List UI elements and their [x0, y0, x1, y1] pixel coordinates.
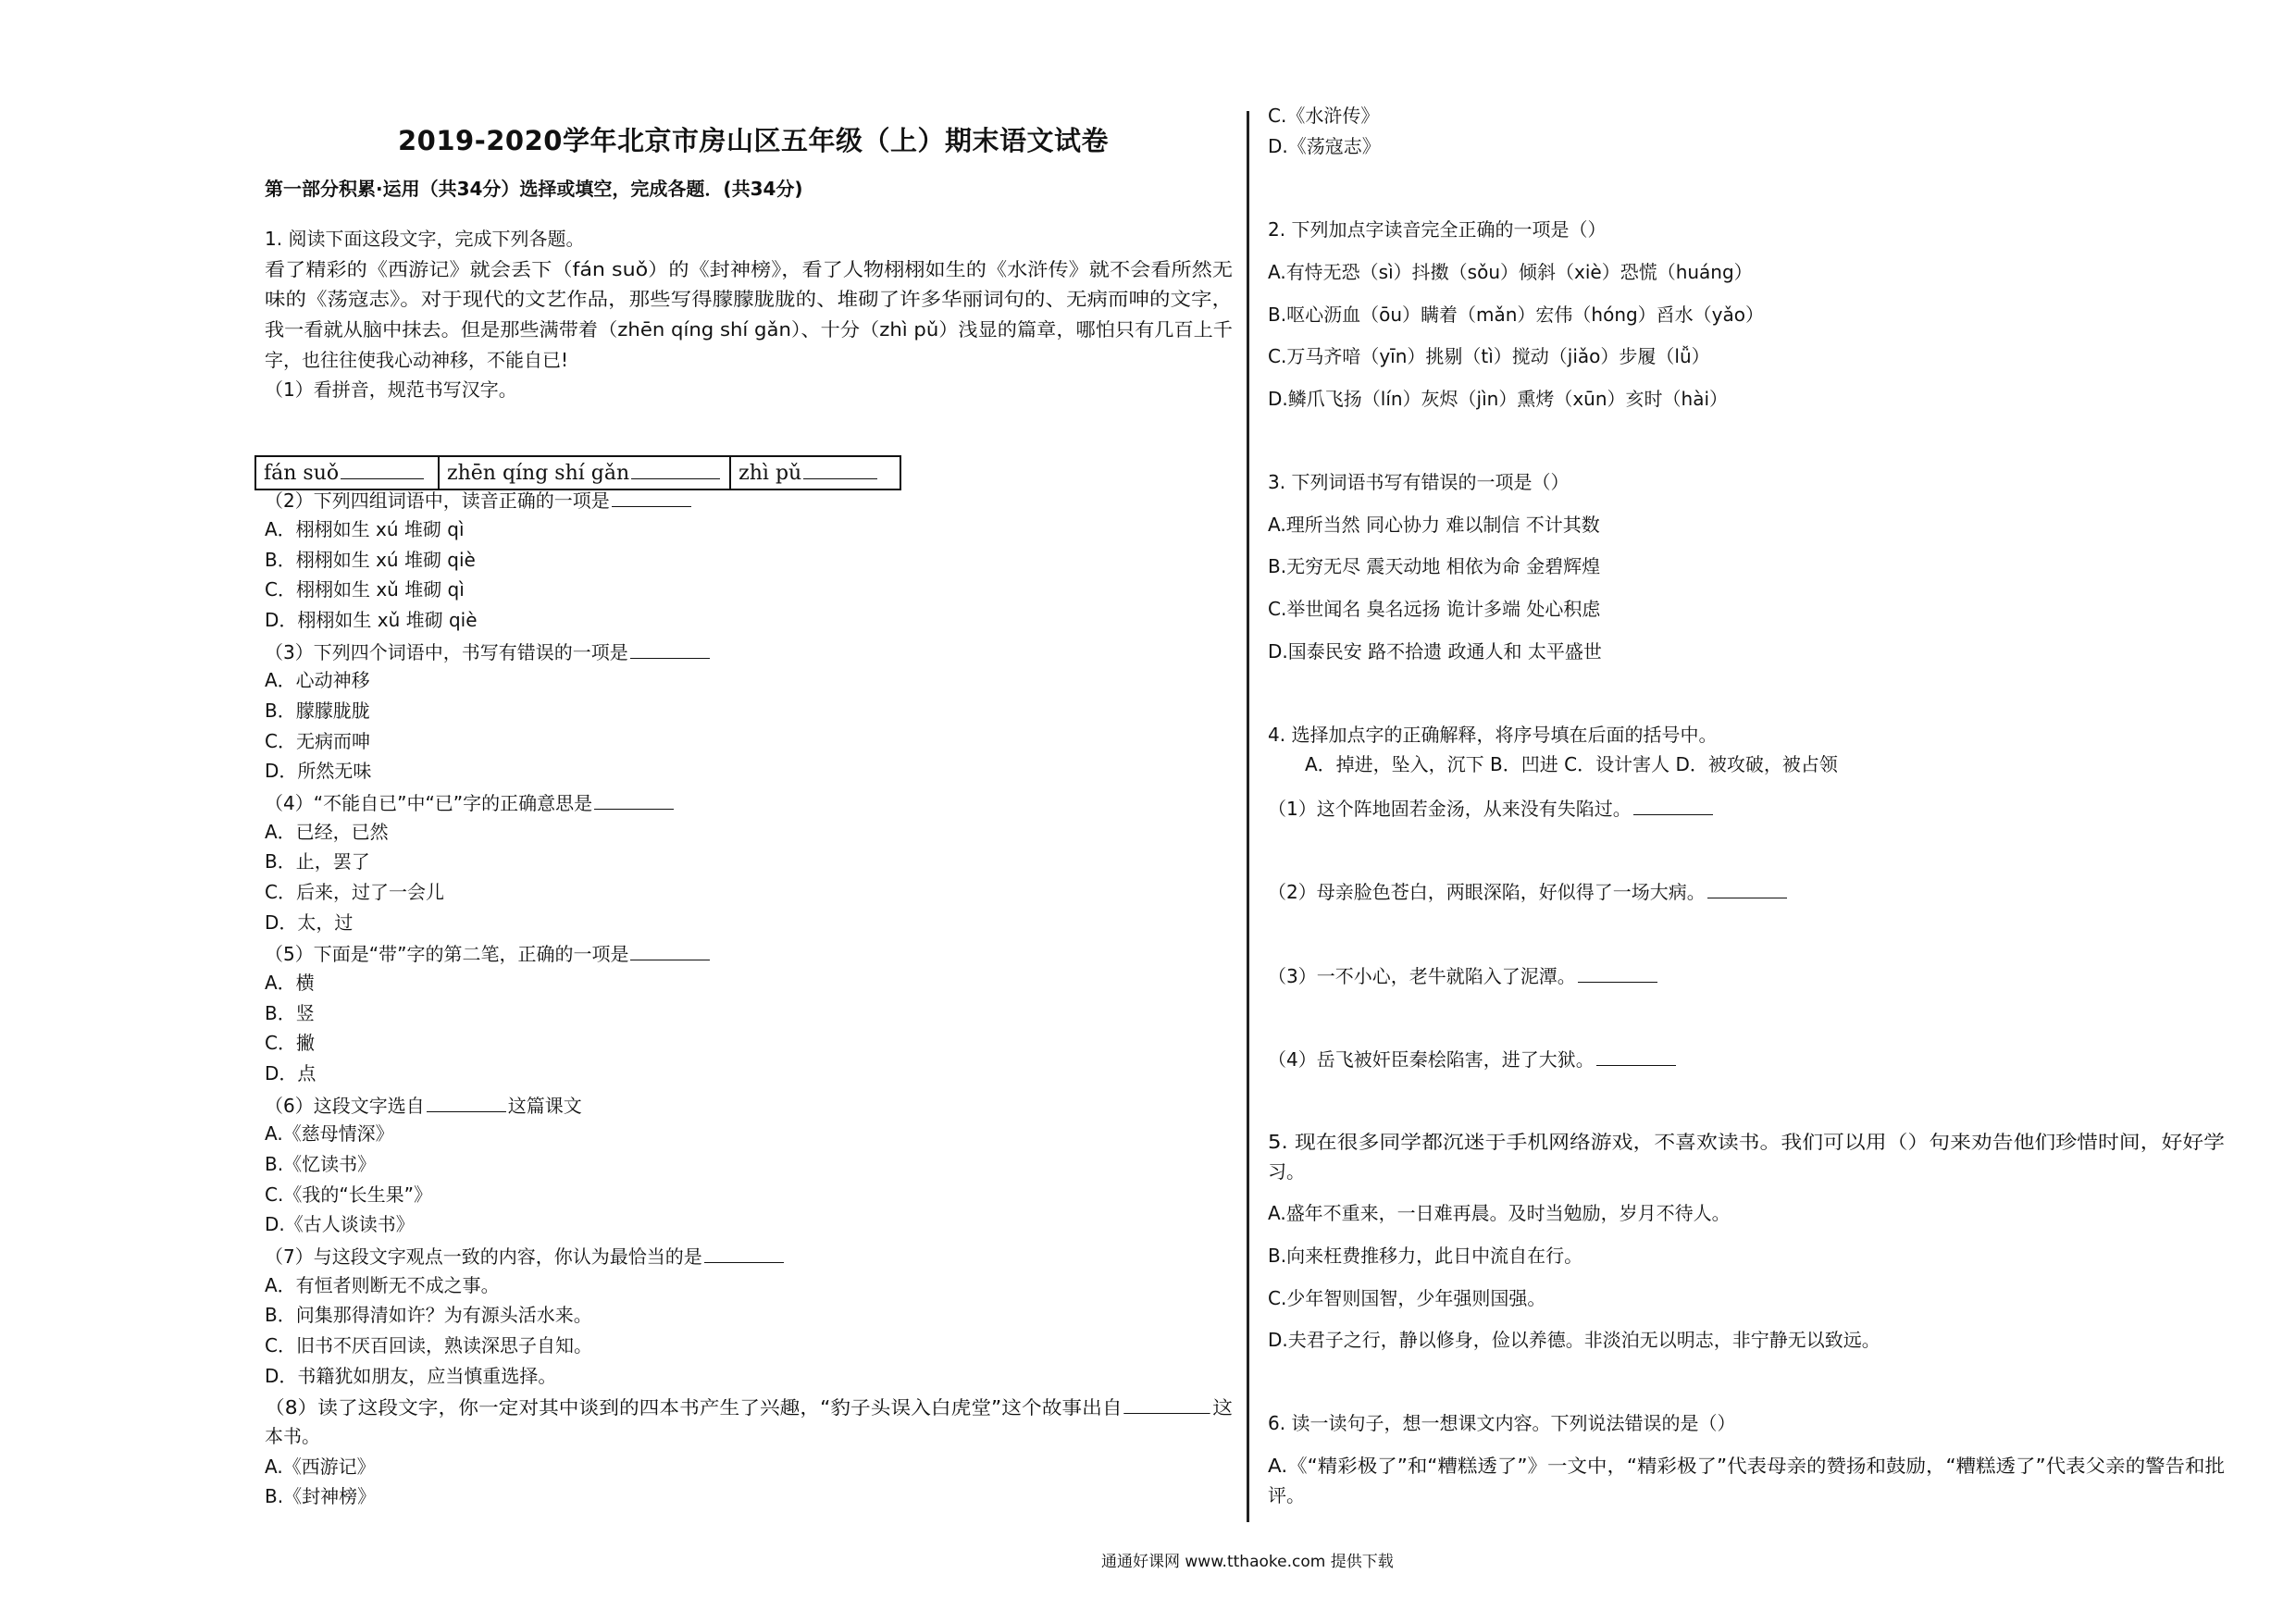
text-line: [1268, 1162, 1305, 1181]
text-line: [1268, 1486, 1305, 1505]
line-text: A.盛年不重来，一日难再晨。及时当勉励，岁月不待人。: [1268, 1202, 1731, 1224]
text-line: [1268, 1204, 1731, 1222]
text-line: [265, 611, 478, 629]
line-text: 评。: [1268, 1484, 1305, 1506]
text-line: [265, 551, 476, 569]
text-line: [265, 701, 370, 720]
line-text: D．栩栩如生 xǔ 堆砌 qiè: [265, 609, 478, 631]
line-text: （6）这段文字选自: [265, 1095, 425, 1117]
text-line: [265, 943, 712, 963]
line-text: B.《封神榜》: [265, 1485, 377, 1507]
text-line: [265, 1004, 315, 1022]
line-text: D.《古人谈读书》: [265, 1213, 415, 1235]
text-line: [265, 520, 465, 539]
text-line: [265, 852, 370, 871]
line-text: D.夫君子之行，静以修身，俭以养德。非淡泊无以明志，非宁静无以致远。: [1268, 1329, 1880, 1351]
text-line: [1268, 390, 1728, 408]
line-text: （4）“不能自已”中“已”字的正确意思是: [265, 792, 593, 814]
answer-blank[interactable]: [1578, 965, 1657, 983]
text-line: [265, 1306, 592, 1324]
line-text-after: 这篇课文: [507, 1095, 582, 1117]
line-text: （3）一不小心，老牛就陷入了泥潭。: [1268, 965, 1576, 987]
text-line: [265, 1095, 582, 1115]
line-text: C.《我的“长生果”》: [265, 1183, 433, 1206]
text-line: [265, 351, 568, 369]
text-line: [265, 1064, 316, 1083]
text-line: [1268, 263, 1753, 281]
line-text: B．竖: [265, 1002, 315, 1024]
answer-blank: [341, 462, 424, 479]
line-text: B.《忆读书》: [265, 1153, 377, 1175]
section-heading: 第一部分积累·运用（共34分）选择或填空，完成各题．(共34分): [265, 178, 803, 200]
line-text: D.《荡寇志》: [1268, 135, 1381, 157]
line-text: C.少年智则国智，少年强则国强。: [1268, 1287, 1546, 1309]
line-text: A．横: [265, 972, 315, 994]
text-line: [265, 883, 444, 901]
answer-blank[interactable]: [427, 1095, 506, 1112]
line-text: 看了精彩的《西游记》就会丢下（fán suǒ）的《封神榜》，看了人物栩栩如生的《水浒传》就不会看所然无: [265, 258, 1233, 280]
text-line: [265, 641, 712, 662]
line-text: （8）读了这段文字，你一定对其中谈到的四本书产生了兴趣，“豹子头误入白虎堂”这个故事出自: [265, 1396, 1123, 1419]
text-line: [1268, 473, 1569, 491]
answer-blank: [803, 462, 877, 479]
line-text: C.举世闻名 臭名远扬 诡计多端 处心积虑: [1268, 598, 1601, 620]
line-text: B.向来枉费推移力，此日中流自在行。: [1268, 1245, 1583, 1267]
answer-blank[interactable]: [1633, 798, 1713, 815]
line-text: A.《西游记》: [265, 1456, 376, 1478]
line-text: B.呕心沥血（ōu）瞒着（mǎn）宏伟（hóng）舀水（yǎo）: [1268, 304, 1765, 326]
text-line: [265, 1427, 320, 1445]
text-line: [1268, 1414, 1735, 1432]
line-text: C．无病而呻: [265, 730, 370, 752]
line-text: （1）这个阵地固若金汤，从来没有失陷过。: [1268, 798, 1632, 820]
line-text: D．所然无味: [265, 760, 372, 782]
line-text: C．栩栩如生 xǔ 堆砌 qì: [265, 578, 465, 601]
line-text: 5. 现在很多同学都沉迷于手机网络游戏，不喜欢读书。我们可以用（）句来劝告他们珍惜时间，好好学: [1268, 1131, 2225, 1153]
text-line: [265, 288, 1233, 310]
line-text: （4）岳飞被奸臣秦桧陷害，进了大狱。: [1268, 1048, 1595, 1071]
text-line: [1268, 305, 1764, 324]
line-text: D.鳞爪飞扬（lín）灰烬（jìn）熏烤（xūn）亥时（hài）: [1268, 388, 1729, 410]
line-text: 我一看就从脑中抹去。但是那些满带着（zhēn qíng shí gǎn）、十分（zhì pǔ）浅显的篇章，哪怕只有几百上千: [265, 318, 1233, 341]
text-line: [265, 1245, 786, 1266]
line-text: 味的《荡寇志》。对于现代的文艺作品，那些写得朦朦胧胧的、堆砌了许多华丽词句的、无病而呻的文字，: [265, 288, 1233, 310]
text-line: [265, 1155, 376, 1173]
text-line: [1268, 798, 1715, 818]
answer-blank: [631, 462, 720, 479]
text-line: [1268, 220, 1606, 239]
text-line: [265, 258, 1233, 280]
text-line: [265, 1185, 432, 1204]
text-line: [265, 732, 370, 750]
line-text: B.无穷无尽 震天动地 相依为命 金碧辉煌: [1268, 555, 1601, 577]
line-text: 2. 下列加点字读音完全正确的一项是（）: [1268, 218, 1607, 241]
text-line: [265, 1276, 500, 1295]
text-line: [1268, 965, 1659, 985]
text-line: [1268, 642, 1602, 661]
answer-blank[interactable]: [612, 489, 691, 507]
pinyin-text: fán suǒ: [264, 461, 340, 485]
text-line: [265, 1215, 415, 1233]
line-text: （2）下列四组词语中，读音正确的一项是: [265, 489, 610, 512]
text-line: [1268, 137, 1381, 155]
text-line: [265, 1457, 376, 1476]
text-line: [265, 1367, 556, 1385]
text-line: [265, 489, 693, 510]
line-text: A.理所当然 同心协力 难以制信 不计其数: [1268, 514, 1600, 536]
text-line: [1268, 1331, 1880, 1349]
line-text: （3）下列四个词语中，书写有错误的一项是: [265, 641, 628, 663]
text-line: [265, 1396, 1233, 1419]
line-text: A．已经，已然: [265, 821, 389, 843]
line-text: D．书籍犹如朋友，应当慎重选择。: [265, 1365, 557, 1387]
text-line: [1305, 755, 1838, 774]
text-line: [1268, 1289, 1545, 1307]
line-text-after: 这: [1212, 1396, 1233, 1419]
pinyin-cell[interactable]: [730, 456, 900, 489]
line-text: 3. 下列词语书写有错误的一项是（）: [1268, 471, 1570, 493]
text-line: [265, 792, 676, 812]
text-line: [265, 973, 315, 992]
line-text: A．心动神移: [265, 669, 370, 691]
line-text: A.《“精彩极了”和“糟糕透了”》一文中，“精彩极了”代表母亲的赞扬和鼓励，“糟糕透了”代表父亲的警告和批: [1268, 1455, 2225, 1477]
text-line: [265, 580, 465, 599]
pinyin-table: [254, 455, 901, 490]
line-text: D.国泰民安 路不拾遗 政通人和 太平盛世: [1268, 640, 1602, 663]
text-line: [1268, 347, 1710, 365]
text-line: [265, 671, 370, 689]
line-text: （1）看拼音，规范书写汉字。: [265, 378, 517, 401]
line-text: 6. 读一读句子，想一想课文内容。下列说法错误的是（）: [1268, 1412, 1736, 1434]
answer-blank[interactable]: [1596, 1048, 1676, 1066]
text-line: [265, 823, 389, 841]
line-text: C．旧书不厌百回读，熟读深思子自知。: [265, 1334, 592, 1357]
pinyin-text: zhēn qíng shí gǎn: [447, 461, 630, 485]
pinyin-text: zhì pǔ: [738, 461, 802, 485]
text-line: [265, 1124, 394, 1143]
pinyin-cell[interactable]: [439, 456, 730, 489]
line-text: C．撇: [265, 1032, 315, 1054]
line-text: 字，也往往使我心动神移，不能自已!: [265, 349, 569, 371]
line-text: A．掉进，坠入，沉下 B．凹进 C．设计害人 D．被攻破，被占领: [1305, 753, 1838, 775]
text-line: [265, 1336, 592, 1355]
line-text: 1. 阅读下面这段文字，完成下列各题。: [265, 228, 585, 250]
line-text: A.有恃无恐（sì）抖擞（sǒu）倾斜（xiè）恐慌（huáng）: [1268, 261, 1753, 283]
text-line: [1268, 106, 1379, 125]
line-text: C．后来，过了一会儿: [265, 881, 444, 903]
text-line: [1268, 881, 1789, 901]
line-text: B．栩栩如生 xú 堆砌 qiè: [265, 549, 476, 571]
answer-blank[interactable]: [630, 641, 710, 659]
line-text: 习。: [1268, 1160, 1305, 1183]
line-text: A.《慈母情深》: [265, 1122, 394, 1145]
line-text: B．朦朦胧胧: [265, 700, 370, 722]
line-text: D．太，过: [265, 911, 354, 934]
answer-blank[interactable]: [704, 1245, 784, 1263]
line-text: （2）母亲脸色苍白，两眼深陷，好似得了一场大病。: [1268, 881, 1706, 903]
line-text: A．栩栩如生 xú 堆砌 qì: [265, 518, 465, 540]
line-text: B．止，罢了: [265, 850, 370, 873]
answer-blank[interactable]: [630, 943, 710, 960]
text-line: [265, 762, 371, 780]
footer-source: 通通好课网 www.tthaoke.com 提供下载: [1101, 1553, 1394, 1571]
line-text: （7）与这段文字观点一致的内容，你认为最恰当的是: [265, 1245, 702, 1268]
line-text: （5）下面是“带”字的第二笔，正确的一项是: [265, 943, 629, 965]
text-line: [265, 318, 1233, 341]
line-text: A．有恒者则断无不成之事。: [265, 1274, 500, 1296]
answer-blank[interactable]: [1124, 1396, 1210, 1414]
text-line: [265, 1034, 315, 1052]
text-line: [1268, 1048, 1678, 1069]
pinyin-cell[interactable]: [255, 456, 439, 489]
line-text: D．点: [265, 1062, 316, 1084]
text-line: [1268, 1131, 2225, 1153]
text-line: [1268, 600, 1600, 618]
line-text: B．问集那得清如许？为有源头活水来。: [265, 1304, 592, 1326]
text-line: [265, 229, 584, 248]
text-line: [265, 1487, 376, 1505]
text-line: [1268, 725, 1717, 744]
line-text: C.万马齐喑（yīn）挑剔（tì）搅动（jiǎo）步履（lǚ）: [1268, 345, 1710, 367]
answer-blank[interactable]: [594, 792, 674, 810]
line-text: C.《水浒传》: [1268, 105, 1380, 127]
text-line: [1268, 557, 1600, 576]
text-line: [265, 913, 353, 932]
line-text: 本书。: [265, 1425, 320, 1447]
text-line: [1268, 1246, 1582, 1265]
text-line: [265, 380, 517, 399]
line-text: 4. 选择加点字的正确解释，将序号填在后面的括号中。: [1268, 724, 1718, 746]
text-line: [1268, 1455, 2225, 1477]
exam-title: 2019-2020学年北京市房山区五年级（上）期末语文试卷: [398, 125, 1109, 156]
text-line: [1268, 515, 1600, 534]
column-divider: [1247, 111, 1249, 1522]
answer-blank[interactable]: [1707, 881, 1787, 898]
